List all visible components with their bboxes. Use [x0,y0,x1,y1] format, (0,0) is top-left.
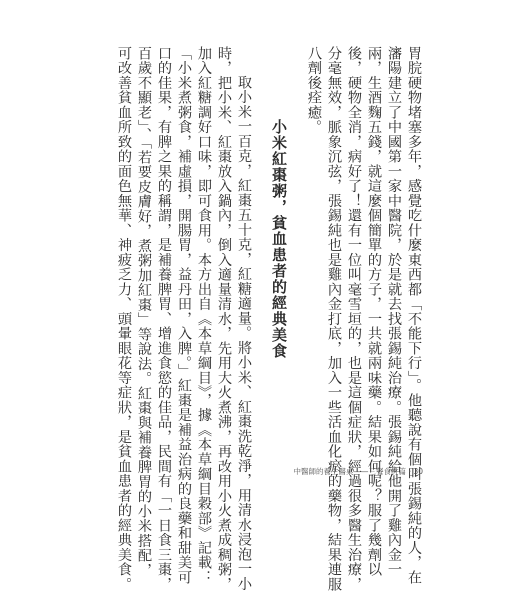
text-column: 取小米一百克，紅棗五十克，紅糖適量。將小米、紅棗洗乾淨，用清水浸泡一小 [236,75,252,592]
text-column: 口的佳果，有脾之果的稱謂，是補養脾胃、增進食慾的佳品，民間有「一日食三棗， [156,46,172,592]
spacer [290,46,302,450]
text-column: 加入紅糖調好口味，即可食用。本方出自《本草綱目》，據《本草綱目穀部》記載： [196,46,212,585]
text-column: 胃脘硬物堵塞多年，感覺吃什麼東西都「不能下行」。他聽說有個叫張錫純的人，在 [406,46,422,585]
spacer [255,46,267,450]
page-footer: 中醫師的養生醫桌——三餐食材篇・30 [293,467,423,476]
text-column: 八劑後痊癒。 [306,46,322,135]
text-column: 時，把小米、紅棗放入鍋內，倒入適量清水，先用大火煮沸，再改用小火煮成稠粥， [216,46,232,592]
text-column: 後，硬物全消，病好了！還有一位叫毫雪垣的，也是這個症狀，經過很多醫生治療， [346,46,362,592]
section-title: 小米紅棗粥，貧血患者的經典美食 [270,119,288,359]
text-column: 「小米煮粥食，補虛損，開腸胃，益丹田，入脾。」紅棗是補益治病的良藥和甜美可 [176,46,192,585]
text-column: 分毫無效，脈象沉弦，張錫純也是雞內金打底，加入一些活血化瘀的藥物，結果連服 [326,46,342,592]
text-column: 瀋陽建立了中國第一家中醫院，於是就去找張錫純治療。張錫純給他開了雞內金一 [386,46,402,577]
text-column: 百歲不顯老」、「若要皮膚好，煮粥加紅棗」等說法。紅棗與補養脾胃的小米搭配， [136,46,152,578]
text-column: 可改善貧血所致的面色無華、神疲乏力、頭暈眼花等症狀，是貧血患者的經典美食。 [116,46,132,592]
text-column: 兩，生酒麴五錢，就這麼個簡單的方子，一共就兩味藥。結果如何呢？服了幾劑以 [366,46,382,577]
